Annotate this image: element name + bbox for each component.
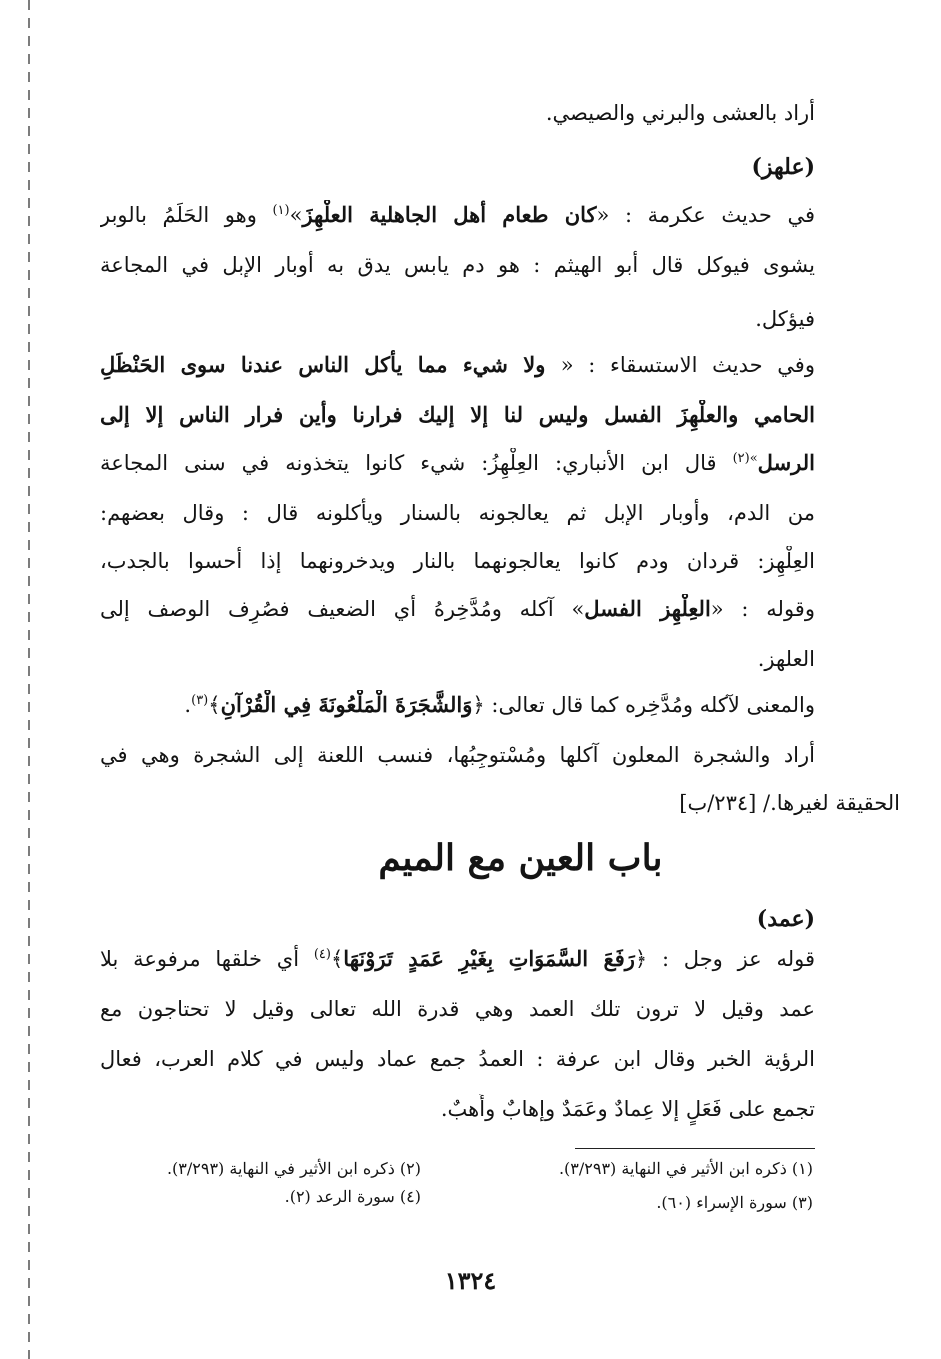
text-line: الحامي والعلْهِزَ الفسل وليس لنا إلا إليك فرارنا وأين فرار الناس إلا إلى [100, 402, 815, 427]
text-line: أراد والشجرة المعلون آكلها ومُسْتوجِبُها، فنسب اللعنة إلى الشجرة وهي في [100, 743, 815, 767]
footnote-separator [575, 1148, 815, 1149]
text-line: من الدم، وأوبار الإبل ثم يعالجونه بالسنار ويأكلونه قال : وقال بعضهم: [100, 501, 815, 525]
chapter-title: باب العين مع الميم [378, 837, 663, 879]
text-line: يشوى فيوكل قال أبو الهيثم : هو دم يابس يدق به أوبار الإبل في المجاعة [100, 253, 815, 277]
text-line: وفي حديث الاستسقاء : « ولا شيء مما يأكل الناس عندنا سوى الحَنْظَلِ [100, 352, 815, 377]
entry-heading-alhz: (علهز) [751, 154, 815, 180]
text-line: والمعنى لآكله ومُدَّخِره كما قال تعالى: ﴿وَالشَّجَرَةَ الْمَلْعُونَةَ فِي الْقُرْآنِ﴾$^{(٣)}$. [184, 692, 815, 717]
text-line: قوله عز وجل : ﴿رَفَعَ السَّمَوَاتِ بِغَيْرِ عَمَدٍ تَرَوْنَهَا﴾$^{(٤)}$ أي خلقها مرفوعة بلا [100, 946, 815, 971]
text-line: عمد وقيل لا ترون تلك العمد وهي قدرة الله تعالى وقيل لا تحتاجون مع [100, 997, 815, 1021]
footnote-4: (٤) سورة الرعد (٢). [284, 1187, 421, 1206]
footnote-3: (٣) سورة الإسراء (٦٠). [656, 1193, 813, 1212]
text-line: أراد بالعشى والبرني والصيصي. [545, 101, 815, 125]
text-line: الرسل$^{»(٢)}$ قال ابن الأنباري: العِلْهِزُ: شيء كانوا يتخذونه في سنى المجاعة [100, 450, 815, 475]
text-line: العِلْهِز: قردان ودم كانوا يعالجونهما بالنار ويدخرونهما إذا أحسوا بالجدب، [100, 549, 815, 573]
text-line: في حديث عكرمة : «كان طعام أهل الجاهلية العلْهِزَ»$^{(١)}$ وهو الحَلَمُ بالوبر [100, 202, 815, 227]
entry-heading-amd: (عمد) [756, 906, 815, 932]
text-line: الرؤية الخبر وقال ابن عرفة : العمدُ جمع عماد وليس في كلام العرب، فعال [100, 1047, 815, 1071]
footnote-2: (٢) ذكره ابن الأثير في النهاية (٣/٢٩٣). [166, 1159, 421, 1178]
text-line: العلهز. [757, 647, 815, 671]
page-number: ١٣٢٤ [444, 1266, 497, 1295]
text-line: الحقيقة لغيرها./ [٢٣٤/ب] [679, 791, 900, 815]
scan-binding-edge [28, 0, 30, 1359]
text-line: وقوله : «العِلْهِز الفسل» آكله ومُدَّخِرهُ أي الضعيف فصُرِف الوصف إلى [100, 596, 815, 621]
text-line: تجمع على فَعَلٍ إلا عِمادٌ وعَمَدٌ وإهابٌ وأَهبٌ. [440, 1097, 815, 1121]
text-line: فيؤكل. [755, 307, 815, 331]
footnote-1: (١) ذكره ابن الأثير في النهاية (٣/٢٩٣). [558, 1159, 813, 1178]
